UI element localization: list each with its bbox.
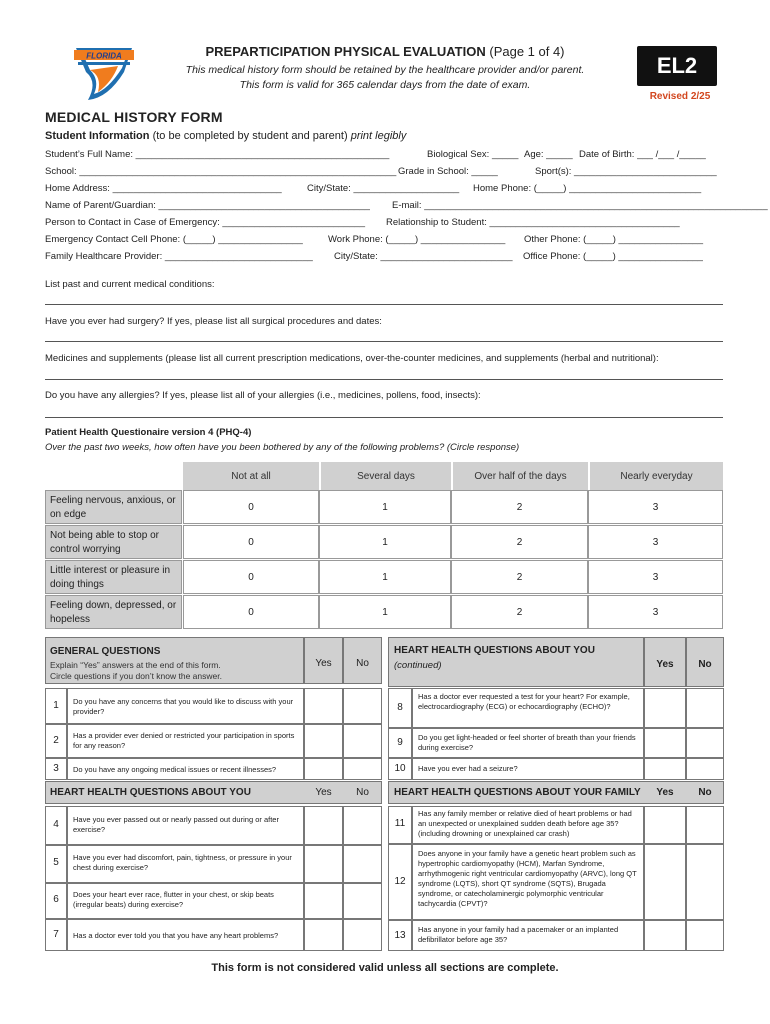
phq-col-nearly-everyday: Nearly everyday bbox=[590, 462, 723, 491]
q13-text: Has anyone in your family had a pacemaker or an implanted defibrillator before age 35? bbox=[418, 925, 619, 944]
phq-row-label: Feeling down, depressed, or hopeless bbox=[45, 595, 182, 629]
student-info-heading bbox=[45, 130, 406, 142]
q1-number: 1 bbox=[53, 700, 59, 711]
q1-no-cell[interactable] bbox=[343, 688, 382, 724]
medicines-question: Medicines and supplements (please list all current prescription medications, over-the-counter medicines, and supplements (herbal and nutritional): bbox=[45, 353, 659, 364]
q7-no-cell[interactable] bbox=[343, 919, 382, 951]
phq-cell[interactable]: 0 bbox=[183, 490, 319, 524]
phq-cell[interactable]: 3 bbox=[588, 560, 723, 594]
conditions-answer-line[interactable] bbox=[45, 304, 723, 305]
q3-text: Do you have any ongoing medical issues or recent illnesses? bbox=[73, 765, 277, 774]
q6-yes-cell[interactable] bbox=[304, 883, 343, 919]
school-field[interactable]: School: ____________________________________________________________ bbox=[45, 166, 397, 177]
heart-family-yes-header: Yes bbox=[656, 787, 674, 798]
phq-row-label: Feeling nervous, anxious, or on edge bbox=[45, 490, 182, 524]
emergency-cell-field[interactable]: Emergency Contact Cell Phone: (_____) ________________ bbox=[45, 234, 303, 245]
form-code-badge: EL2 bbox=[637, 46, 717, 86]
student-info-note-italic: print legibly bbox=[350, 130, 407, 142]
q3-number: 3 bbox=[53, 763, 59, 774]
q3-no-cell[interactable] bbox=[343, 758, 382, 780]
phq-subtitle: Over the past two weeks, how often have you been bothered by any of the following problems? (Circle response) bbox=[45, 442, 520, 453]
q2-yes-cell[interactable] bbox=[304, 724, 343, 758]
phq-cell[interactable]: 0 bbox=[183, 595, 319, 629]
heart-family-no-header: No bbox=[698, 787, 712, 798]
phq-cell[interactable]: 1 bbox=[319, 560, 451, 594]
heart-you-yes-header: Yes bbox=[315, 787, 332, 798]
phq-col-not-at-all: Not at all bbox=[183, 462, 319, 491]
phq-cell[interactable]: 3 bbox=[588, 490, 723, 524]
home-phone-field[interactable]: Home Phone: (_____) _________________________ bbox=[473, 183, 702, 194]
q8-text: Has a doctor ever requested a test for your heart? For example, electrocardiography (ECG) or echocardiography (ECHO)? bbox=[418, 692, 630, 711]
q10-text: Have you ever had a seizure? bbox=[418, 764, 518, 773]
q8-no-cell[interactable] bbox=[686, 688, 724, 728]
q7-number: 7 bbox=[53, 929, 59, 940]
phq-cell[interactable]: 0 bbox=[183, 560, 319, 594]
work-phone-field[interactable]: Work Phone: (_____) ________________ bbox=[328, 234, 506, 245]
heart-cont-title: HEART HEALTH QUESTIONS ABOUT YOU bbox=[394, 645, 595, 656]
q10-yes-cell[interactable] bbox=[644, 758, 686, 780]
conditions-question: List past and current medical conditions: bbox=[45, 279, 215, 290]
q11-yes-cell[interactable] bbox=[644, 806, 686, 844]
footer-note: This form is not considered valid unless all sections are complete. bbox=[211, 962, 559, 974]
dob-field[interactable]: Date of Birth: ___ /___ /_____ bbox=[579, 149, 706, 160]
surgery-answer-line[interactable] bbox=[45, 341, 723, 342]
page-title bbox=[160, 44, 610, 59]
q5-yes-cell[interactable] bbox=[304, 845, 343, 883]
phq-cell[interactable]: 2 bbox=[451, 560, 588, 594]
phq-cell[interactable]: 1 bbox=[319, 525, 451, 559]
surgery-question: Have you ever had surgery? If yes, please list all surgical procedures and dates: bbox=[45, 316, 382, 327]
q11-no-cell[interactable] bbox=[686, 806, 724, 844]
q6-text: Does your heart ever race, flutter in your chest, or skip beats (irregular beats) during exercise? bbox=[73, 890, 274, 909]
q2-no-cell[interactable] bbox=[343, 724, 382, 758]
q11-text: Has any family member or relative died of heart problems or had an unexpected or unexplained sudden death before age 35? (including drowning or unexplained car crash) bbox=[418, 809, 632, 838]
q8-yes-cell[interactable] bbox=[644, 688, 686, 728]
q5-no-cell[interactable] bbox=[343, 845, 382, 883]
home-address-field[interactable]: Home Address: ________________________________ bbox=[45, 183, 282, 194]
q12-yes-cell[interactable] bbox=[644, 844, 686, 920]
subtitle-line-1: This medical history form should be retained by the healthcare provider and/or parent. bbox=[185, 64, 585, 76]
subtitle-line-2: This form is valid for 365 calendar days from the date of exam. bbox=[239, 79, 531, 91]
grade-field[interactable]: Grade in School: _____ bbox=[398, 166, 498, 177]
phq-row-label: Little interest or pleasure in doing things bbox=[45, 560, 182, 594]
q9-text: Do you get light-headed or feel shorter of breath than your friends during exercise? bbox=[418, 733, 636, 752]
q12-number: 12 bbox=[394, 876, 406, 887]
student-info-note: (to be completed by student and parent) bbox=[152, 130, 348, 142]
q7-text: Has a doctor ever told you that you have any heart problems? bbox=[73, 931, 279, 940]
q8-number: 8 bbox=[397, 702, 403, 713]
phq-col-over-half: Over half of the days bbox=[453, 462, 588, 491]
title-page: (Page 1 of 4) bbox=[489, 44, 565, 59]
phq-cell[interactable]: 1 bbox=[319, 490, 451, 524]
heart-cont-yes-header: Yes bbox=[656, 659, 674, 670]
title-main: PREPARTICIPATION PHYSICAL EVALUATION bbox=[205, 44, 486, 59]
general-note-1: Explain “Yes” answers at the end of this form. bbox=[50, 660, 221, 670]
q4-number: 4 bbox=[53, 819, 59, 830]
age-field[interactable]: Age: _____ bbox=[524, 149, 573, 160]
phq-cell[interactable]: 1 bbox=[319, 595, 451, 629]
phq-col-several-days: Several days bbox=[321, 462, 451, 491]
provider-field[interactable]: Family Healthcare Provider: ____________________________ bbox=[45, 251, 313, 262]
city-state-field[interactable]: City/State: ____________________ bbox=[307, 183, 460, 194]
q3-yes-cell[interactable] bbox=[304, 758, 343, 780]
relationship-field[interactable]: Relationship to Student: ____________________________________ bbox=[386, 217, 680, 228]
other-phone-field[interactable]: Other Phone: (_____) ________________ bbox=[524, 234, 704, 245]
email-field[interactable]: E-mail: _________________________________________________________________ bbox=[392, 200, 768, 211]
q5-text: Have you ever had discomfort, pain, tightness, or pressure in your chest during exercise? bbox=[73, 853, 292, 872]
q1-text: Do you have any concerns that you would like to discuss with your provider? bbox=[73, 697, 294, 716]
heart-cont-no-header: No bbox=[698, 659, 712, 670]
q10-number: 10 bbox=[394, 763, 406, 774]
phq-cell[interactable]: 2 bbox=[451, 490, 588, 524]
q6-no-cell[interactable] bbox=[343, 883, 382, 919]
full-name-field[interactable]: Student’s Full Name: ________________________________________________ bbox=[45, 149, 390, 160]
q9-yes-cell[interactable] bbox=[644, 728, 686, 758]
header-subtitle bbox=[160, 63, 610, 93]
general-title: GENERAL QUESTIONS bbox=[50, 646, 161, 657]
medicines-answer-line[interactable] bbox=[45, 379, 723, 380]
office-phone-field[interactable]: Office Phone: (_____) ________________ bbox=[523, 251, 703, 262]
student-info-label: Student Information bbox=[45, 130, 150, 142]
provider-city-field[interactable]: City/State: _________________________ bbox=[334, 251, 513, 262]
phq-title: Patient Health Questionaire version 4 (PHQ-4) bbox=[45, 427, 252, 438]
general-yes-header: Yes bbox=[315, 658, 332, 669]
q4-yes-cell[interactable] bbox=[304, 806, 343, 845]
q13-number: 13 bbox=[394, 930, 406, 941]
heart-family-title: HEART HEALTH QUESTIONS ABOUT YOUR FAMILY bbox=[394, 787, 641, 798]
q5-number: 5 bbox=[53, 857, 59, 868]
allergies-answer-line[interactable] bbox=[45, 417, 723, 418]
phq-cell[interactable]: 2 bbox=[451, 525, 588, 559]
phq-cell[interactable]: 2 bbox=[451, 595, 588, 629]
phq-cell[interactable]: 3 bbox=[588, 595, 723, 629]
fhsaa-logo bbox=[68, 42, 140, 104]
phq-cell[interactable]: 3 bbox=[588, 525, 723, 559]
q4-text: Have you ever passed out or nearly passed out during or after exercise? bbox=[73, 815, 279, 834]
revised-date: Revised 2/25 bbox=[649, 91, 711, 102]
q2-text: Has a provider ever denied or restricted your participation in sports for any reason? bbox=[73, 731, 295, 750]
q4-no-cell[interactable] bbox=[343, 806, 382, 845]
sex-field[interactable]: Biological Sex: _____ bbox=[427, 149, 519, 160]
q7-yes-cell[interactable] bbox=[304, 919, 343, 951]
allergies-question: Do you have any allergies? If yes, please list all of your allergies (i.e., medicines, pollens, food, insects): bbox=[45, 390, 481, 401]
q13-yes-cell[interactable] bbox=[644, 920, 686, 951]
q9-no-cell[interactable] bbox=[686, 728, 724, 758]
q11-number: 11 bbox=[394, 818, 406, 829]
q1-yes-cell[interactable] bbox=[304, 688, 343, 724]
q13-no-cell[interactable] bbox=[686, 920, 724, 951]
phq-cell[interactable]: 0 bbox=[183, 525, 319, 559]
emergency-contact-field[interactable]: Person to Contact in Case of Emergency: ___________________________ bbox=[45, 217, 366, 228]
sports-field[interactable]: Sport(s): ___________________________ bbox=[535, 166, 717, 177]
heart-you-title: HEART HEALTH QUESTIONS ABOUT YOU bbox=[50, 787, 251, 798]
general-note-2: Circle questions if you don’t know the answer. bbox=[50, 671, 222, 681]
general-no-header: No bbox=[356, 658, 369, 669]
form-title: MEDICAL HISTORY FORM bbox=[45, 109, 223, 125]
q2-number: 2 bbox=[53, 735, 59, 746]
q9-number: 9 bbox=[397, 737, 403, 748]
phq-row-label: Not being able to stop or control worrying bbox=[45, 525, 182, 559]
q10-no-cell[interactable] bbox=[686, 758, 724, 780]
q6-number: 6 bbox=[53, 894, 59, 905]
parent-name-field[interactable]: Name of Parent/Guardian: ________________________________________ bbox=[45, 200, 370, 211]
heart-cont-subtitle: (continued) bbox=[394, 660, 442, 671]
svg-text:FLORIDA: FLORIDA bbox=[86, 51, 122, 61]
q12-no-cell[interactable] bbox=[686, 844, 724, 920]
q12-text: Does anyone in your family have a genetic heart problem such as hypertrophic cardiomyopathy (HCM), Marfan Syndrome, arrhythmogenic right ventricular cardiomyopathy (ARVC), long QT syndrome (LQTS), short QT syndrome (SQTS), Brugada syndrome, or catecholaminergic polymorphic ventricular tachycardia (CPVT)? bbox=[418, 849, 637, 908]
heart-you-no-header: No bbox=[356, 787, 369, 798]
